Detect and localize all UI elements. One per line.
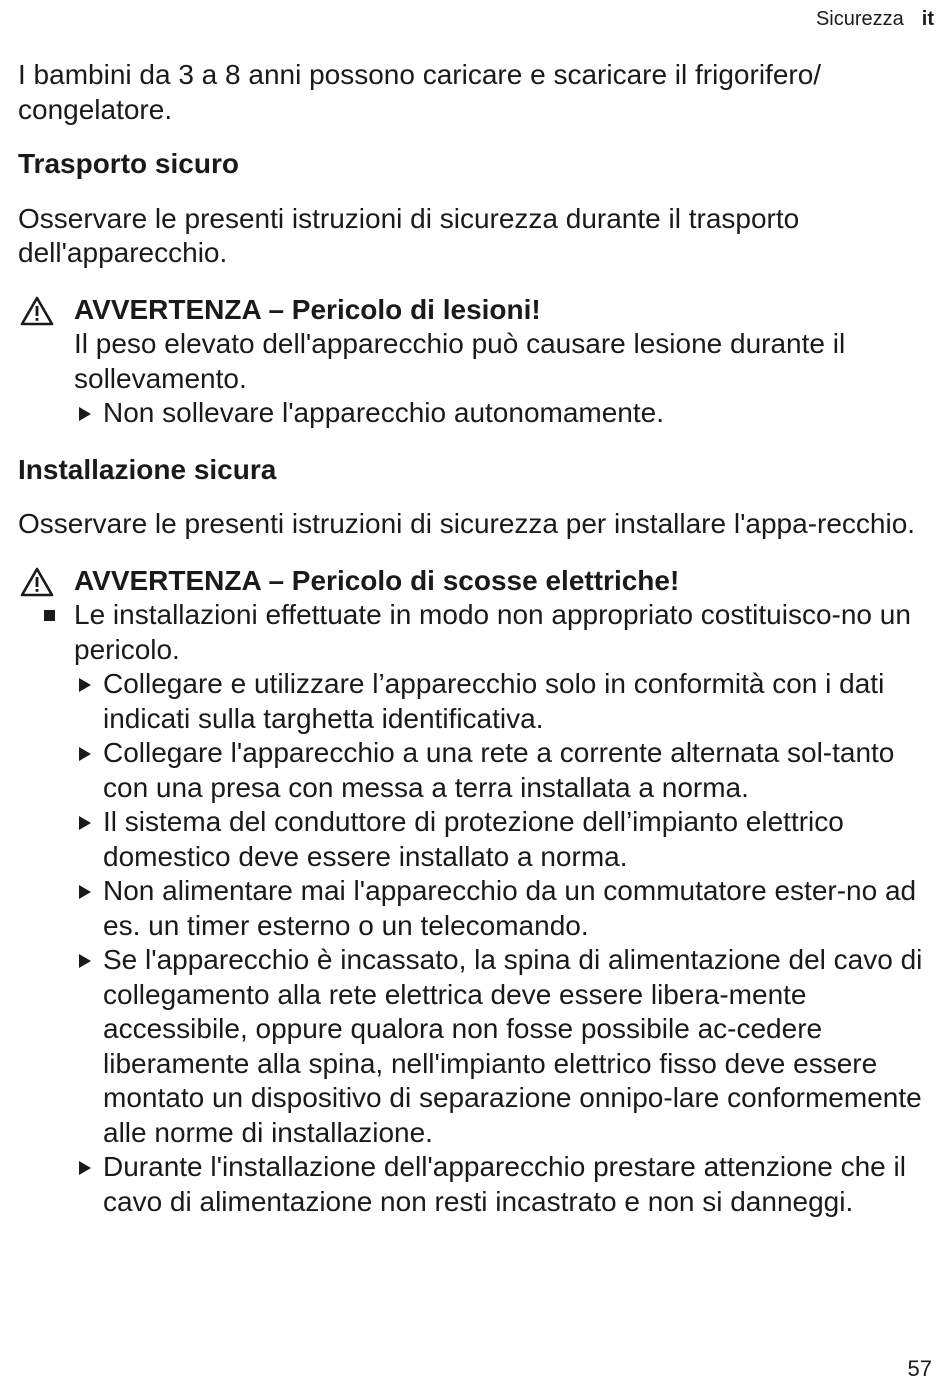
page-number: 57 [907,1356,932,1381]
header-section: Sicurezza [815,8,904,30]
installation-step-text: Non alimentare mai l'apparecchio da un commutatore ester-no ad es. un timer esterno o un telecomando. [103,875,917,941]
installation-step [74,1150,938,1219]
transport-heading: Trasporto sicuro [18,148,239,179]
installation-bullet-text: Le installazioni effettuate in modo non appropriato costituisco-no un pericolo. [74,599,911,665]
arrow-right-icon [79,1161,91,1175]
installation-step-text: Collegare e utilizzare l’apparecchio solo in conformità con i dati indicati sulla targhetta identificativa. [103,668,885,734]
header-language: it [921,8,934,30]
square-bullet-icon [44,610,55,621]
transport-step [74,396,938,431]
installation-step [74,736,938,805]
installation-step-text: Durante l'installazione dell'apparecchio prestare attenzione che il cavo di alimentazione non resti incastrato e non si danneggi. [103,1151,906,1217]
arrow-right-icon [79,954,91,968]
arrow-right-icon [79,407,91,421]
installation-step [74,874,938,943]
arrow-right-icon [79,747,91,761]
transport-warning-title-text: AVVERTENZA – Pericolo di lesioni! [74,293,541,325]
transport-step-text: Non sollevare l'apparecchio autonomamente. [103,397,665,428]
installation-warning-title-text: AVVERTENZA – Pericolo di scosse elettriche! [74,564,680,596]
transport-warning-text: Il peso elevato dell'apparecchio può causare lesione durante il sollevamento. [74,328,846,394]
arrow-right-icon [79,816,91,830]
installation-step [74,943,938,1150]
installation-text: Osservare le presenti istruzioni di sicurezza per installare l'appa-recchio. [18,508,916,539]
running-header [816,8,934,31]
installation-warning-title [18,564,938,599]
installation-step [74,667,938,736]
transport-warning-body [18,327,938,431]
installation-heading: Installazione sicura [18,453,277,485]
warning-triangle-icon [20,567,54,597]
installation-bullet [18,598,938,667]
installation-step-text: Il sistema del conduttore di protezione dell’impianto elettrico domestico deve essere installato a norma. [103,806,844,872]
installation-step-text: Collegare l'apparecchio a una rete a corrente alternata sol-tanto con una presa con messa a terra installata a norma. [103,737,895,803]
warning-triangle-icon [20,296,54,326]
arrow-right-icon [79,885,91,899]
page-content [18,58,938,1219]
arrow-right-icon [79,678,91,692]
installation-steps [18,667,938,1219]
installation-step [74,805,938,874]
intro-paragraph: I bambini da 3 a 8 anni possono caricare e scaricare il frigorifero/ congelatore. [18,59,822,125]
transport-warning-title [18,293,938,328]
installation-step-text: Se l'apparecchio è incassato, la spina di alimentazione del cavo di collegamento alla rete elettrica deve essere libera-mente accessibile, oppure qualora non fosse possibile ac-cedere liberamente alla spina, nell'impianto elettrico fisso deve essere montato un dispositivo di separazione onnipo-lare conformemente alle norme di installazione. [103,944,923,1148]
transport-text: Osservare le presenti istruzioni di sicurezza durante il trasporto dell'apparecchio. [18,202,800,268]
